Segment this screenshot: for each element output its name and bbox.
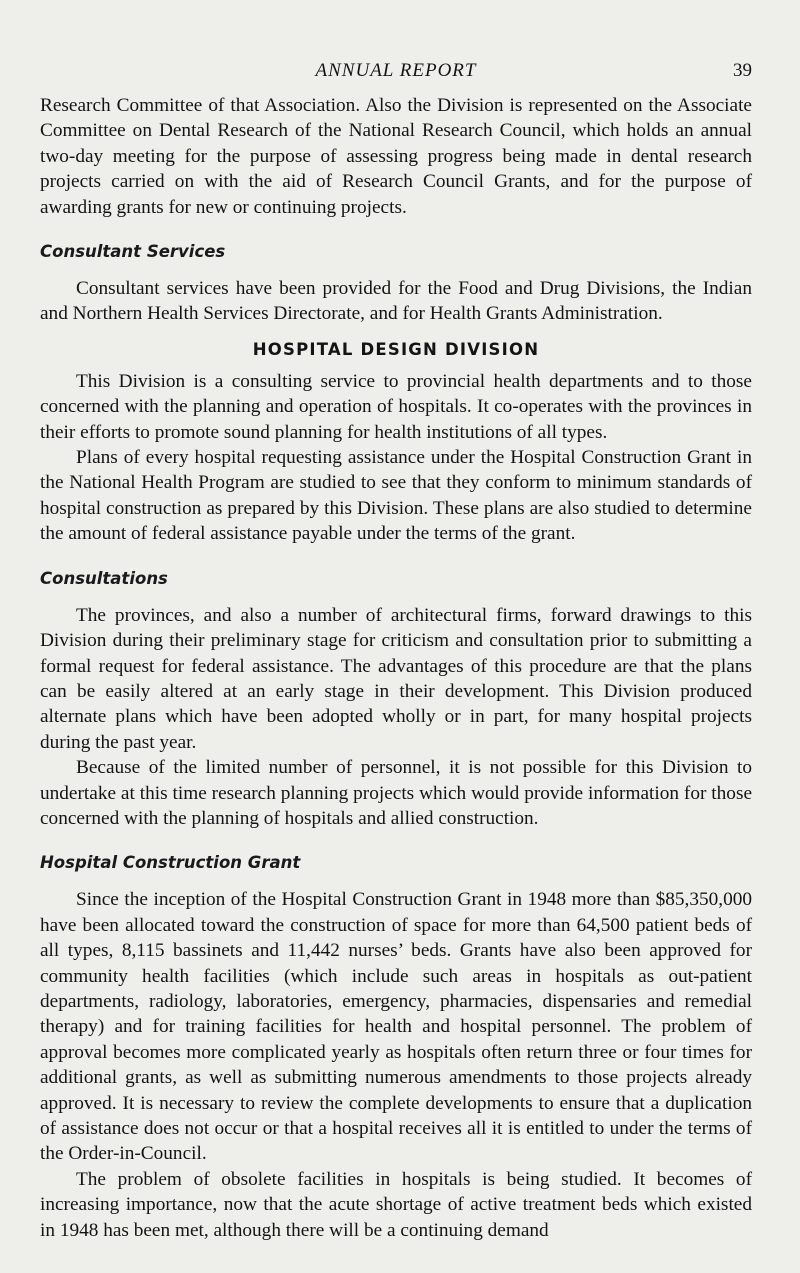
paragraph-division-overview: This Division is a consulting service to provincial health departments and to those concerned with the planning and operation of hospitals. It co-operates with the provinces in their efforts to promote sound planning for health institutions of all types. [40, 370, 752, 443]
page-body [40, 93, 752, 1243]
subheading-consultations: Consultations [40, 568, 168, 588]
paragraph-consultant-services: Consultant services have been provided for the Food and Drug Divisions, the Indian and Northern Health Services Directorate, and for Health Grants Administration. [40, 278, 752, 325]
subheading-hospital-construction-grant: Hospital Construction Grant [40, 853, 301, 873]
section-heading-hospital-design-division: HOSPITAL DESIGN DIVISION [252, 339, 540, 359]
page-number: 39 [733, 60, 752, 81]
paragraph-research-committee: Research Committee of that Association. Also the Division is represented on the Associate Committee on Dental Research of the National Research Council, which holds an annual two-day meeting for the purpose of assessing progress being made in dental research projects carried on with the aid of Research Council Grants, and for the purpose of awarding grants for new or continuing projects. [40, 95, 752, 218]
paragraph-grant-inception: Since the inception of the Hospital Construction Grant in 1948 more than $85,350,000 have been allocated toward the construction of space for more than 64,500 patient beds of all types, 8,115 bassinets and 11,442 nurses’ beds. Grants have also been approved for community health facilities (which include such areas in hospitals as out-patient departments, radiology, laboratories, emergency, pharmacies, dispensaries and remedial therapy) and for training facilities for health and hospital personnel. The problem of approval becomes more complicated yearly as hospitals often return three or four times for additional grants, as well as submitting numerous amendments to those projects already approved. It is necessary to review the complete developments to ensure that a duplication of assistance does not occur or that a hospital receives all it is entitled to under the terms of the Order-in-Council. [40, 889, 752, 1165]
subheading-consultant-services: Consultant Services [40, 242, 226, 262]
paragraph-limited-personnel: Because of the limited number of personnel, it is not possible for this Division to undertake at this time research planning projects which would provide information for those concerned with the planning of hospitals and allied construction. [40, 757, 752, 829]
running-head [40, 60, 752, 86]
paragraph-plans-studied: Plans of every hospital requesting assistance under the Hospital Construction Grant in the National Health Program are studied to see that they conform to minimum standards of hospital construction as prepared by this Division. These plans are also studied to determine the amount of federal assistance payable under the terms of the grant. [40, 447, 752, 545]
paragraph-obsolete-facilities: The problem of obsolete facilities in hospitals is being studied. It becomes of increasing importance, now that the acute shortage of active treatment beds which existed in 1948 has been met, although there will be a continuing demand [40, 1168, 752, 1241]
running-title: ANNUAL REPORT [315, 60, 477, 81]
paragraph-consultations: The provinces, and also a number of architectural firms, forward drawings to this Division during their preliminary stage for criticism and consultation prior to submitting a formal request for federal assistance. The advantages of this procedure are that the plans can be easily altered at an early stage in their development. This Division produced alternate plans which have been adopted wholly or in part, for many hospital projects during the past year. [40, 604, 752, 753]
